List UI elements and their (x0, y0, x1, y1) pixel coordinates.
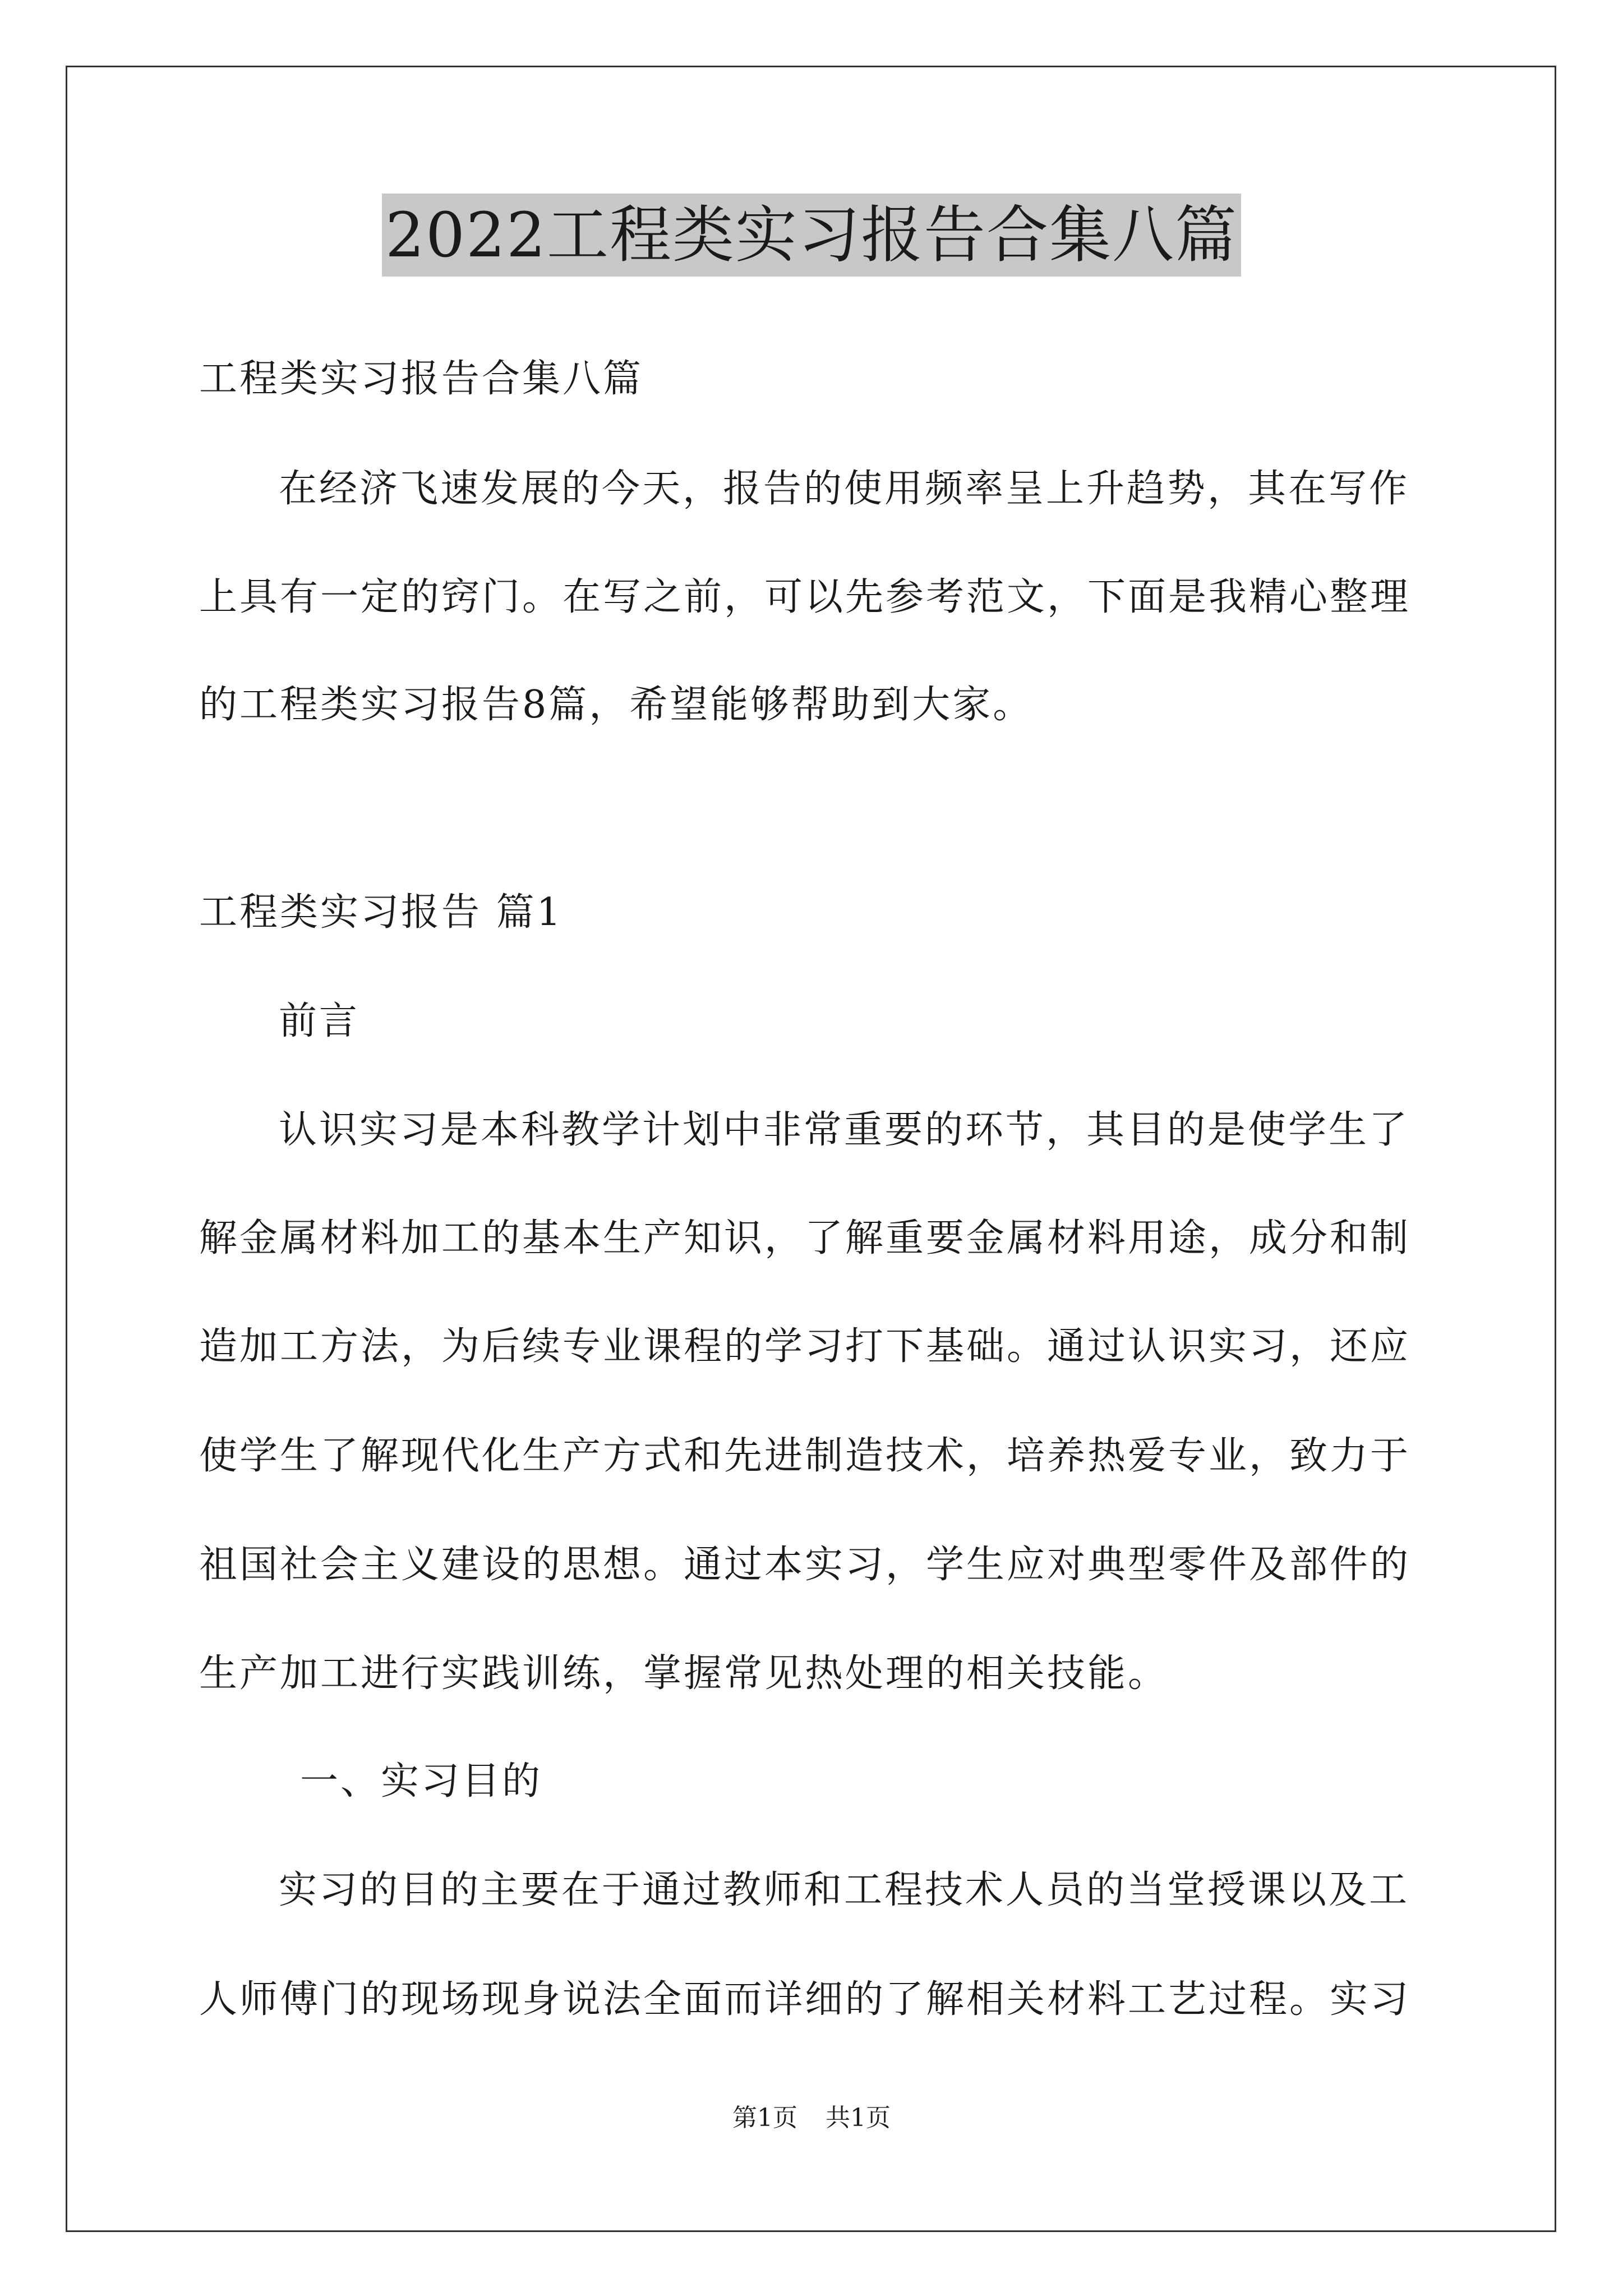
intro-line: 的工程类实习报告8篇，希望能够帮助到大家。 (199, 683, 1034, 727)
title-container (0, 194, 1623, 277)
purpose-line: 人师傅门的现场现身说法全面而详细的了解相关材料工艺过程。实习 (199, 1977, 1411, 2022)
preface-line: 使学生了解现代化生产方式和先进制造技术，培养热爱专业，致力于 (199, 1434, 1411, 1478)
preface-line: 解金属材料加工的基本生产知识，了解重要金属材料用途，成分和制 (199, 1216, 1411, 1260)
purpose-heading: 一、实习目的 (300, 1759, 543, 1803)
document-title: 2022工程类实习报告合集八篇 (382, 194, 1241, 277)
preface-line: 造加工方法，为后续专业课程的学习打下基础。通过认识实习，还应 (199, 1324, 1411, 1369)
page-footer (0, 2102, 1623, 2134)
purpose-line: 实习的目的主要在于通过教师和工程技术人员的当堂授课以及工 (279, 1868, 1410, 1912)
intro-line: 在经济飞速发展的今天，报告的使用频率呈上升趋势，其在写作 (279, 467, 1410, 511)
preface-line: 祖国社会主义建设的思想。通过本实习，学生应对典型零件及部件的 (199, 1543, 1411, 1587)
preface-heading: 前言 (279, 999, 360, 1043)
preface-line: 生产加工进行实践训练，掌握常见热处理的相关技能。 (199, 1651, 1169, 1696)
document-subtitle: 工程类实习报告合集八篇 (199, 357, 644, 401)
preface-line: 认识实习是本科教学计划中非常重要的环节，其目的是使学生了 (279, 1108, 1410, 1152)
section-title: 工程类实习报告 篇1 (199, 890, 563, 935)
page-number: 第1页 (732, 2104, 797, 2132)
page-total: 共1页 (826, 2104, 891, 2132)
intro-line: 上具有一定的窍门。在写之前，可以先参考范文，下面是我精心整理 (199, 575, 1411, 619)
